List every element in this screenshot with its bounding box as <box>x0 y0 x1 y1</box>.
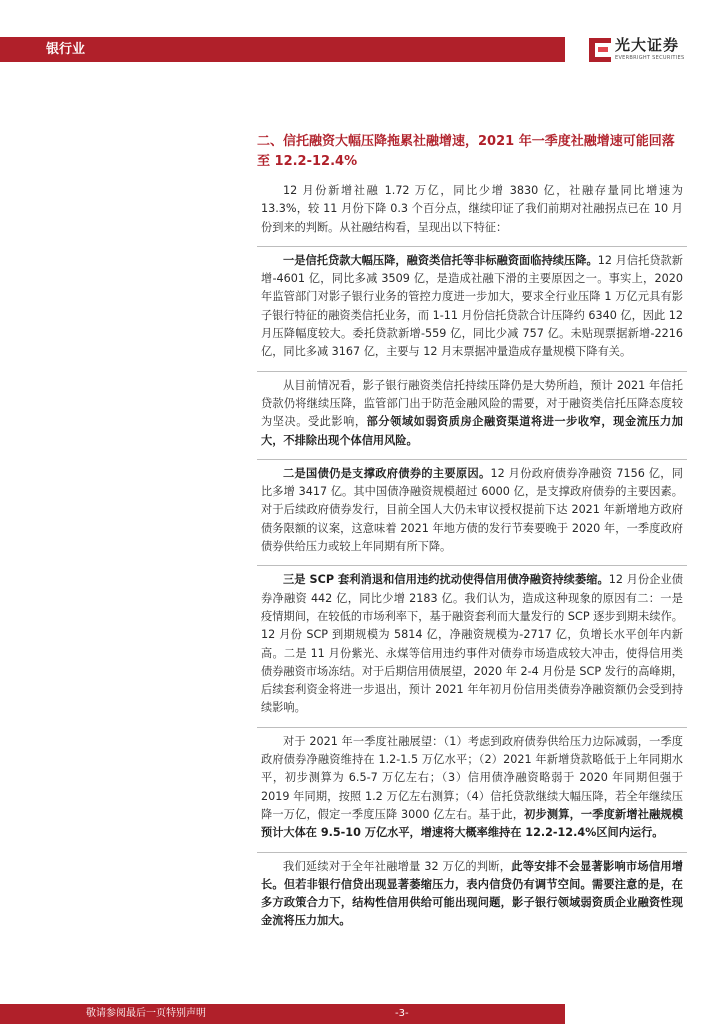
paragraph <box>257 459 687 561</box>
paragraph <box>257 852 687 936</box>
paragraph <box>257 246 687 367</box>
paragraph-text: 12 月份新增社融 1.72 万亿，同比少增 3830 亿，社融存量同比增速为 13.3%，较 11 月份下降 0.3 个百分点，继续印证了我们前期对社融拐点已在 10 月份到来的判断。从社融结构看，呈现出以下特征： <box>261 184 683 234</box>
main-content <box>257 132 687 940</box>
paragraph-text: 12 月份政府债券净融资 7156 亿，同比多增 3417 亿。其中国债净融资规模超过 6000 亿，是支撑政府债券的主要因素。对于后续政府债券发行，目前全国人大仍未审议授权提前下达 2021 年新增地方政府债务限额的议案，这意味着 2021 年地方债的发行节奏要晚于 2020 年，一季度政府债券供给压力或较上年同期有所下降。 <box>261 466 683 554</box>
footer-bar <box>0 1004 565 1024</box>
paragraph-text: 对于 2021 年一季度社融展望：（1）考虑到政府债券供给压力边际减弱，一季度政府债券净融资维持在 1.2-1.5 万亿水平；（2）2021 年新增贷款略低于上年同期水平，初步测算为 6.5-7 万亿左右；（3）信用债净融资略弱于 2020 年同期但强于 2019 年同期，按照 1.2 万亿左右测算；（4）信托贷款继续大幅压降，若全年继续压降一万亿，假定一季度压降 3000 亿左右。基于此， <box>261 734 683 821</box>
logo-subtext: EVERBRIGHT SECURITIES <box>615 55 685 61</box>
paragraph-text: 从目前情况看，影子银行融资类信托持续压降仍是大势所趋，预计 2021 年信托贷款仍将继续压降，监管部门出于防范金融风险的需要，对于融资类信托压降态度较为坚决。受此影响， <box>261 378 683 429</box>
logo-text: 光大证券 <box>615 36 680 54</box>
section-label: 银行业 <box>46 42 86 57</box>
paragraph <box>257 182 687 242</box>
paragraph-text: 我们延续对于全年社融增量 32 万亿的判断， <box>283 859 512 873</box>
paragraph-emphasis: 初步测算，一季度新增社融规模预计大体在 9.5-10 万亿水平，增速将大概率维持在 12.2-12.4%区间内运行。 <box>261 807 683 840</box>
paragraph-emphasis: 此等安排不会显著影响市场信用增长。但若非银行信贷出现显著萎缩压力，表内信贷仍有调节空间。需要注意的是，在多方政策合力下，结构性信用供给可能出现问题，影子银行领域弱资质企业融资性现金流将压力加大。 <box>261 859 683 928</box>
section-title: 二、信托融资大幅压降拖累社融增速，2021 年一季度社融增速可能回落至 12.2-12.4% <box>257 134 675 169</box>
page-number: -3- <box>395 1008 409 1019</box>
paragraph <box>257 727 687 848</box>
paragraph <box>257 565 687 722</box>
footer-disclaimer: 敬请参阅最后一页特别声明 <box>86 1008 206 1019</box>
paragraph-lead: 二是国债仍是支撑政府债券的主要原因。 <box>283 466 491 480</box>
logo-mark-icon <box>589 38 611 62</box>
paragraph <box>257 371 687 455</box>
paragraph-text: 12 月信托贷款新增-4601 亿，同比多减 3509 亿，是造成社融下滑的主要原因之一。事实上，2020 年监管部门对影子银行业务的管控力度进一步加大，要求全行业压降 1 万亿元具有影子银行特征的融资类信托业务，而 1-11 月份信托贷款合计压降约 6340 亿，因此 12 月压降幅度较大。委托贷款新增-559 亿，同比少减 757 亿。未贴现票据新增-2216 亿，同比多减 3167 亿，主要与 12 月末票据冲量造成存量规模下降有关。 <box>261 253 683 359</box>
paragraph-emphasis: 部分领域如弱资质房企融资渠道将进一步收窄，现金流压力加大，不排除出现个体信用风险。 <box>261 415 683 447</box>
paragraph-lead: 三是 SCP 套利消退和信用违约扰动使得信用债净融资持续萎缩。 <box>283 573 609 587</box>
company-logo <box>589 35 699 65</box>
paragraph-text: 12 月份企业债券净融资 442 亿，同比少增 2183 亿。我们认为，造成这种现象的原因有二：一是疫情期间，在较低的市场利率下，基于融资套利而大量发行的 SCP 逐步到期未续作。12 月份 SCP 到期规模为 5814 亿，净融资规模为-2717 亿，负增长水平创年内新高。二是 11 月份紫光、永煤等信用违约事件对债券市场造成较大冲击，使得信用类债券融资市场冻结。对于后期信用债展望，2020 年 2-4 月份是 SCP 发行的高峰期，后续套利资金将进一步退出，预计 2021 年年初月份信用类债券净融资额仍会受到持续影响。 <box>261 573 684 715</box>
paragraph-lead: 一是信托贷款大幅压降，融资类信托等非标融资面临持续压降。 <box>283 253 598 267</box>
